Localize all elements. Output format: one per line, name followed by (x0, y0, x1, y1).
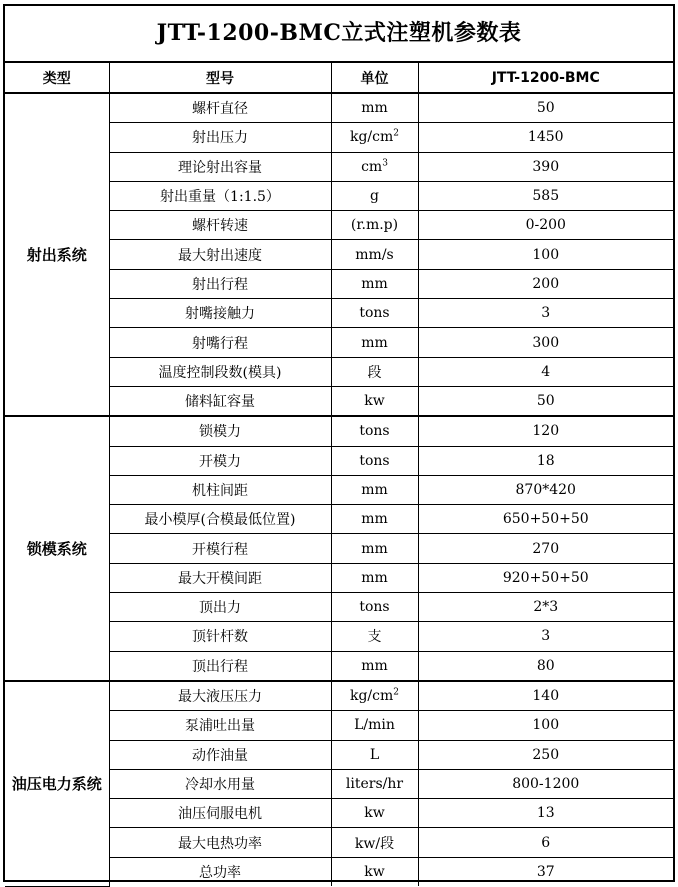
unit-text: mm/s (355, 246, 394, 263)
param-unit (331, 152, 418, 181)
param-name: 射嘴行程 (109, 328, 331, 357)
group-label: 锁模系统 (5, 416, 109, 681)
page-title: JTT-1200-BMC立式注塑机参数表 (5, 6, 673, 63)
param-unit (331, 651, 418, 681)
param-unit (331, 593, 418, 622)
param-name: 锁模力 (109, 416, 331, 446)
table-row (5, 93, 673, 123)
param-name: 顶出行程 (109, 651, 331, 681)
unit-text: liters/hr (345, 775, 404, 792)
param-value: 80 (418, 651, 673, 681)
param-value: 3 (418, 622, 673, 651)
unit-exponent: 2 (393, 128, 399, 139)
param-unit (331, 563, 418, 592)
param-name: 最大液压压力 (109, 681, 331, 711)
unit-text: tons (359, 599, 390, 616)
table-row (5, 681, 673, 711)
param-unit (331, 622, 418, 651)
unit-text: 支 (367, 629, 382, 646)
param-unit (331, 857, 418, 886)
header-value: JTT-1200-BMC (418, 63, 673, 93)
unit-text: mm (361, 569, 388, 586)
param-value: 6 (418, 828, 673, 857)
unit-exponent: 2 (393, 687, 399, 698)
param-name: 储料缸容量 (109, 386, 331, 416)
spec-body (5, 93, 673, 886)
param-value: 37 (418, 857, 673, 886)
unit-text: 段 (367, 364, 382, 381)
param-unit (331, 357, 418, 386)
param-value: 270 (418, 534, 673, 563)
param-name: 最大开模间距 (109, 563, 331, 592)
param-unit (331, 681, 418, 711)
param-name: 螺杆直径 (109, 93, 331, 123)
unit-text: mm (361, 657, 388, 674)
param-value: 200 (418, 269, 673, 298)
param-unit (331, 828, 418, 857)
param-unit (331, 505, 418, 534)
unit-text: kw (364, 805, 385, 822)
param-name: 最小模厚(合模最低位置) (109, 505, 331, 534)
spec-sheet (3, 4, 675, 882)
param-name: 顶针杆数 (109, 622, 331, 651)
param-unit (331, 123, 418, 152)
param-name: 总功率 (109, 857, 331, 886)
unit-text: g (370, 188, 379, 205)
param-unit (331, 299, 418, 328)
param-name: 最大射出速度 (109, 240, 331, 269)
unit-text: mm (361, 275, 388, 292)
param-unit (331, 328, 418, 357)
param-unit (331, 446, 418, 475)
unit-text: mm (361, 334, 388, 351)
param-unit (331, 711, 418, 740)
param-name: 射出行程 (109, 269, 331, 298)
param-name: 开模行程 (109, 534, 331, 563)
unit-text: L (369, 746, 380, 763)
unit-text: kg/cm (349, 129, 394, 146)
unit-text: kg/cm (349, 688, 394, 705)
param-value: 800-1200 (418, 769, 673, 798)
param-unit (331, 269, 418, 298)
unit-text: tons (359, 452, 390, 469)
unit-text: mm (361, 511, 388, 528)
param-unit (331, 181, 418, 210)
unit-exponent: 3 (382, 158, 388, 169)
param-value: 50 (418, 93, 673, 123)
param-value: 3 (418, 299, 673, 328)
param-value: 585 (418, 181, 673, 210)
param-name: 开模力 (109, 446, 331, 475)
param-unit (331, 211, 418, 240)
unit-text: mm (361, 540, 388, 557)
param-unit (331, 93, 418, 123)
param-value: 390 (418, 152, 673, 181)
param-unit (331, 240, 418, 269)
param-unit (331, 769, 418, 798)
unit-text: kw (364, 393, 385, 410)
header-model: 型号 (109, 63, 331, 93)
param-value: 18 (418, 446, 673, 475)
param-name: 动作油量 (109, 740, 331, 769)
param-value: 920+50+50 (418, 563, 673, 592)
param-value: 0-200 (418, 211, 673, 240)
group-label: 射出系统 (5, 93, 109, 416)
param-value: 13 (418, 799, 673, 828)
param-name: 泵浦吐出量 (109, 711, 331, 740)
table-row (5, 416, 673, 446)
param-value: 250 (418, 740, 673, 769)
param-name: 冷却水用量 (109, 769, 331, 798)
param-value: 120 (418, 416, 673, 446)
spec-table (5, 63, 673, 887)
param-unit (331, 386, 418, 416)
unit-text: L/min (354, 717, 395, 734)
header-unit: 单位 (331, 63, 418, 93)
param-unit (331, 799, 418, 828)
param-unit (331, 740, 418, 769)
unit-text: kw/段 (354, 835, 395, 852)
param-unit (331, 416, 418, 446)
header-row (5, 63, 673, 93)
param-name: 射出压力 (109, 123, 331, 152)
param-value: 650+50+50 (418, 505, 673, 534)
param-value: 1450 (418, 123, 673, 152)
param-name: 机柱间距 (109, 475, 331, 504)
unit-text: tons (359, 423, 390, 440)
unit-text: kw (364, 863, 385, 880)
group-label: 油压电力系统 (5, 681, 109, 886)
param-value: 870*420 (418, 475, 673, 504)
param-name: 油压伺服电机 (109, 799, 331, 828)
unit-text: mm (361, 482, 388, 498)
param-unit (331, 534, 418, 563)
param-value: 50 (418, 386, 673, 416)
param-value: 4 (418, 357, 673, 386)
param-name: 顶出力 (109, 593, 331, 622)
param-value: 100 (418, 711, 673, 740)
param-name: 射出重量（1:1.5） (109, 181, 331, 210)
param-value: 300 (418, 328, 673, 357)
header-type: 类型 (5, 63, 109, 93)
param-value: 100 (418, 240, 673, 269)
param-name: 理论射出容量 (109, 152, 331, 181)
unit-text: tons (359, 305, 390, 322)
unit-text: mm (361, 100, 388, 117)
param-unit (331, 475, 418, 504)
param-name: 射嘴接触力 (109, 299, 331, 328)
param-value: 2*3 (418, 593, 673, 622)
param-name: 最大电热功率 (109, 828, 331, 857)
unit-text: (r.m.p) (350, 217, 399, 234)
param-name: 螺杆转速 (109, 211, 331, 240)
unit-text: cm (361, 158, 383, 175)
param-value: 140 (418, 681, 673, 711)
param-name: 温度控制段数(模具) (109, 357, 331, 386)
